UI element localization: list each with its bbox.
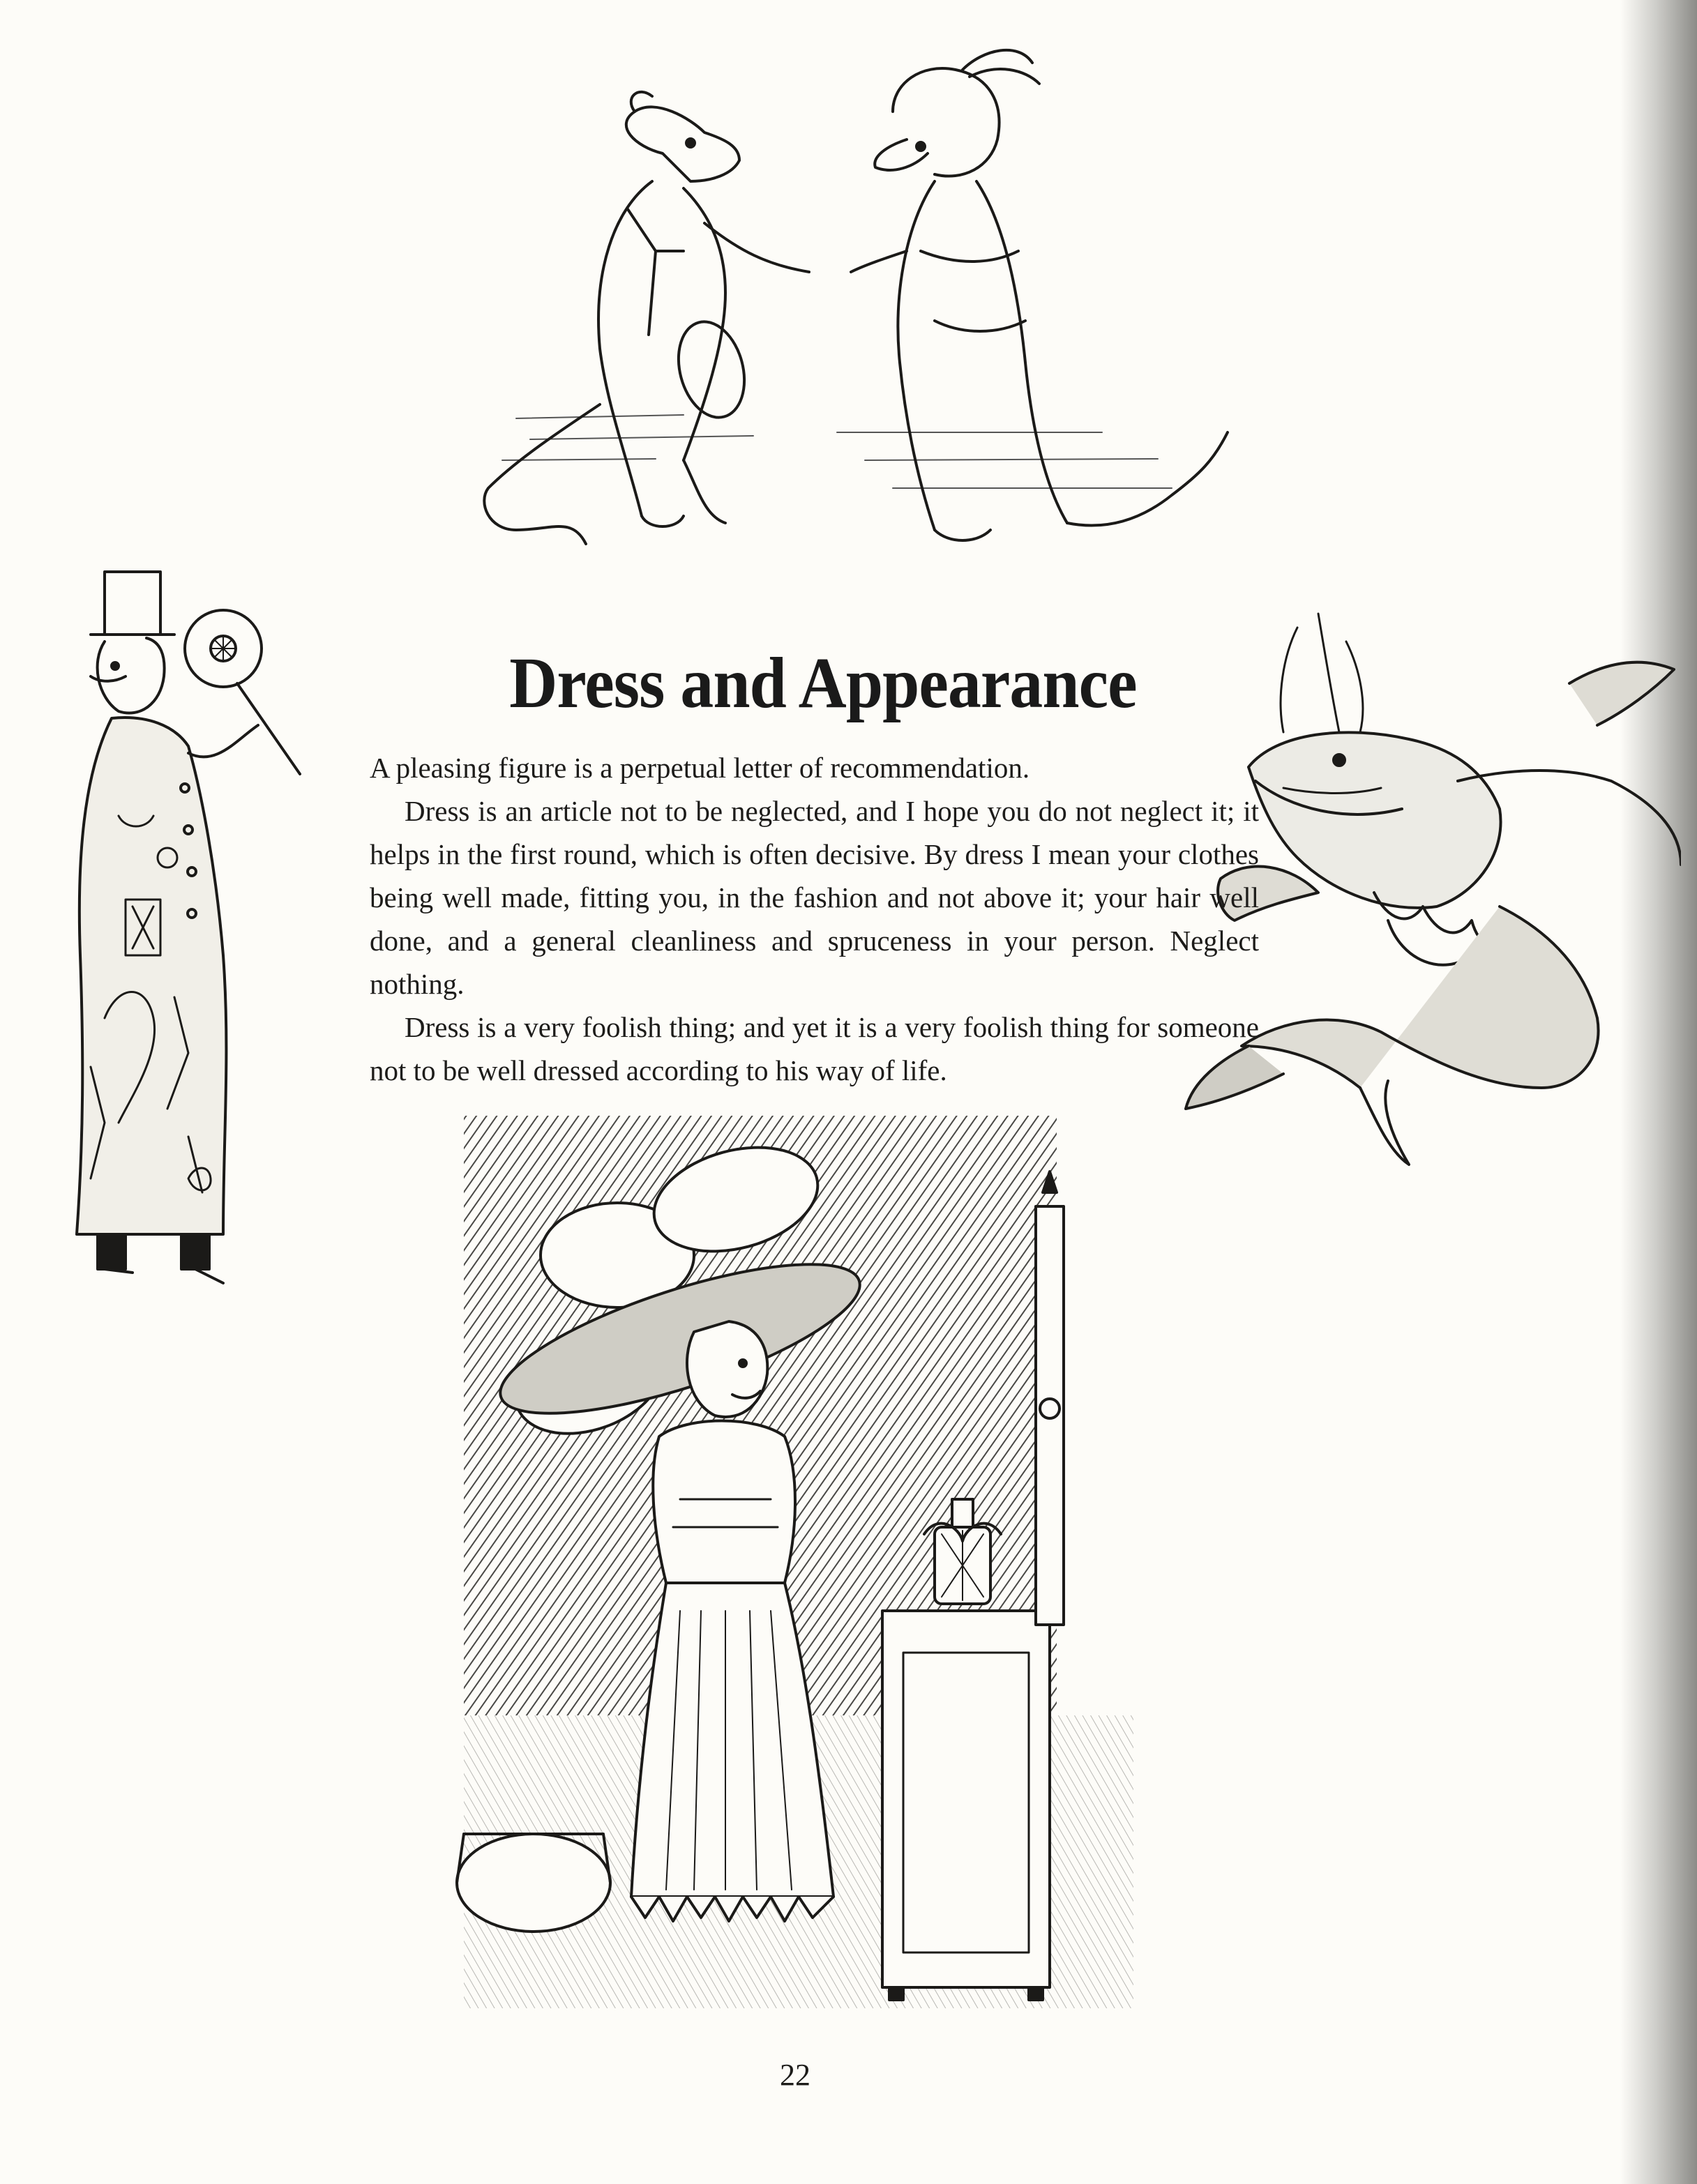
body-text <box>370 746 1259 1092</box>
mice-greeting-illustration <box>474 42 1242 572</box>
lady-in-large-hat-illustration <box>450 1109 1147 2015</box>
paragraph-1: A pleasing figure is a perpetual letter of recommendation. <box>370 752 1030 784</box>
dandy-with-fan-illustration <box>49 565 314 1290</box>
paragraph-2: Dress is an article not to be neglected, and I hope you do not neglect it; it helps in the first round, which is often decisive. By dress I mean your clothes being well made, fitting you, in the fashion and not above it; your hair well done, and a general cleanliness and spruceness in your person. Neglect nothing. <box>370 795 1259 1000</box>
paragraph-3: Dress is a very foolish thing; and yet it is a very foolish thing for someone not to be well dressed according to his way of life. <box>370 1011 1259 1086</box>
page-number: 22 <box>780 2058 810 2092</box>
page-title: Dress and Appearance <box>509 643 1137 723</box>
